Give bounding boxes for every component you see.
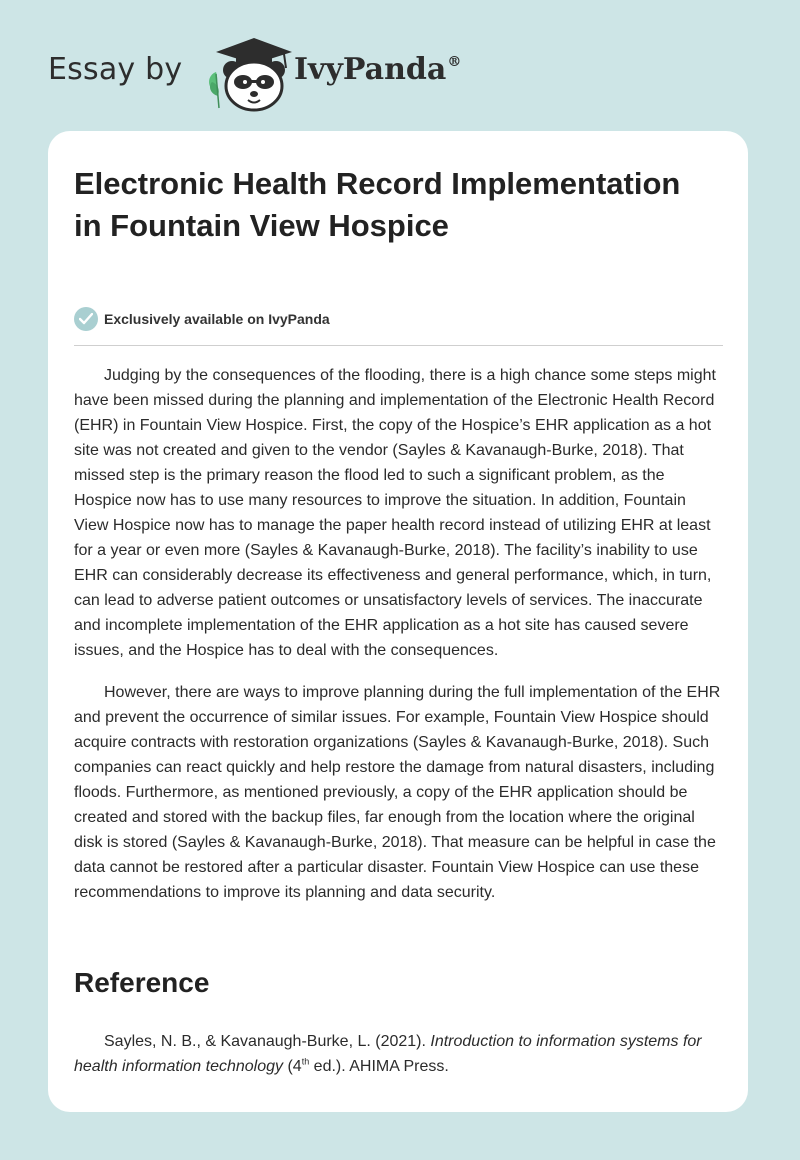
reference-book-title: Introduction to information systems for health information technology: [74, 1033, 702, 1075]
essay-card: [48, 131, 748, 1112]
site-header: [48, 34, 508, 114]
paragraph: Judging by the consequences of the flooding, there is a high chance some steps might have been missed during the planning and implementation of the Electronic Health Record (EHR) in Fountain View Hospice. First, the copy of the Hospice’s EHR application as a hot site was not created and given to the vendor (Sayles & Kavanaugh-Burke, 2018). That missed step is the primary reason the flood led to such a significant problem, as the Hospice now has to use many resources to improve the situation. In addition, Fountain View Hospice now has to manage the paper health record instead of utilizing EHR at least for a year or even more (Sayles & Kavanaugh-Burke, 2018). The facility’s inability to use EHR can considerably decrease its effectiveness and general performance, which, in turn, can lead to adverse patient outcomes or unsatisfactory levels of services. The inaccurate and incomplete implementation of the EHR application as a hot site has caused severe issues, and the Hospice has to deal with the consequences.: [74, 367, 716, 659]
reference-entry: Sayles, N. B., & Kavanaugh-Burke, L. (2021). Introduction to information systems for health information technology (4th ed.). AHIMA Press.: [74, 1033, 702, 1075]
check-circle-icon: [74, 307, 98, 331]
exclusive-badge: [74, 307, 330, 331]
panda-graduate-icon[interactable]: [202, 34, 298, 114]
paragraph: However, there are ways to improve planning during the full implementation of the EHR and prevent the occurrence of similar issues. For example, Fountain View Hospice should acquire contracts with restoration organizations (Sayles & Kavanaugh-Burke, 2018). Such companies can react quickly and help restore the damage from natural disasters, including floods. Furthermore, as mentioned previously, a copy of the EHR application should be created and stored with the backup files, far enough from the location where the original disk is stored (Sayles & Kavanaugh-Burke, 2018). That measure can be helpful in case the data cannot be restored after a particular disaster. Fountain View Hospice can use these recommendations to improve its planning and data security.: [74, 684, 721, 901]
page-title: Electronic Health Record Implementation in Fountain View Hospice: [74, 166, 681, 243]
registered-mark: ®: [447, 54, 462, 70]
essay-body: [74, 363, 723, 922]
brand-name[interactable]: IvyPanda®: [294, 52, 462, 87]
essay-by-label: Essay by: [48, 52, 183, 87]
divider: [74, 345, 723, 346]
reference-heading: Reference: [74, 967, 210, 998]
exclusive-label: Exclusively available on IvyPanda: [104, 311, 330, 327]
